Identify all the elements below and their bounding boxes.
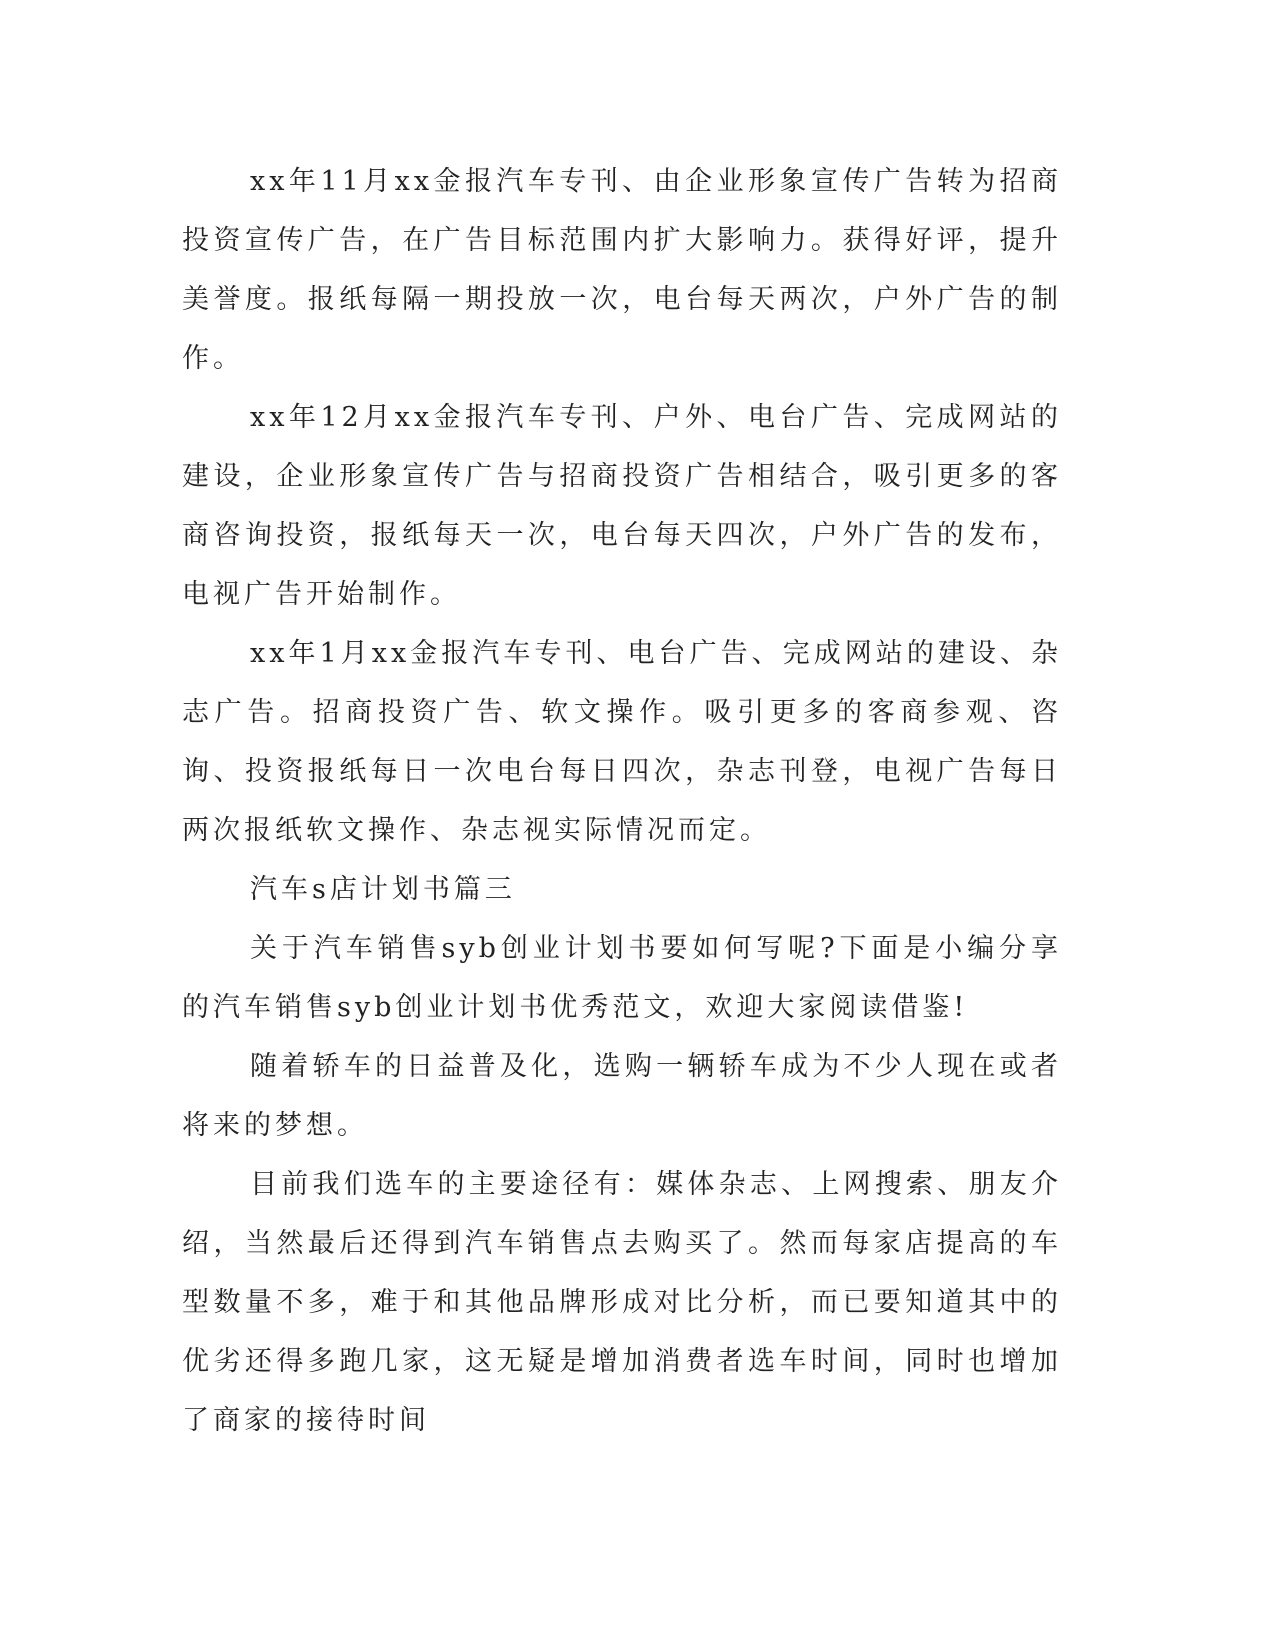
section-title: 汽车s店计划书篇三	[250, 874, 516, 905]
paragraph-december-ads: xx年12月xx金报汽车专刊、户外、电台广告、完成网站的建设，企业形象宣传广告与招商投资广告相结合，吸引更多的客商咨询投资，报纸每天一次，电台每天四次，户外广告的发布，电视广告开始制作。	[182, 402, 1062, 610]
paragraph-intro: 关于汽车销售syb创业计划书要如何写呢?下面是小编分享的汽车销售syb创业计划书优秀范文，欢迎大家阅读借鉴!	[182, 933, 1062, 1023]
paragraph-january-ads: xx年1月xx金报汽车专刊、电台广告、完成网站的建设、杂志广告。招商投资广告、软文操作。吸引更多的客商参观、咨询、投资报纸每日一次电台每日四次，杂志刊登，电视广告每日两次报纸软文操作、杂志视实际情况而定。	[182, 638, 1062, 846]
paragraph-car-selection: 目前我们选车的主要途径有：媒体杂志、上网搜索、朋友介绍，当然最后还得到汽车销售点去购买了。然而每家店提高的车型数量不多，难于和其他品牌形成对比分析，而已要知道其中的优劣还得多跑几家，这无疑是增加消费者选车时间，同时也增加了商家的接待时间	[182, 1169, 1062, 1436]
document-body	[182, 152, 1062, 1450]
paragraph-car-popularity: 随着轿车的日益普及化，选购一辆轿车成为不少人现在或者将来的梦想。	[182, 1051, 1062, 1141]
paragraph-november-ads: xx年11月xx金报汽车专刊、由企业形象宣传广告转为招商投资宣传广告，在广告目标范围内扩大影响力。获得好评，提升美誉度。报纸每隔一期投放一次，电台每天两次，户外广告的制作。	[182, 166, 1062, 374]
